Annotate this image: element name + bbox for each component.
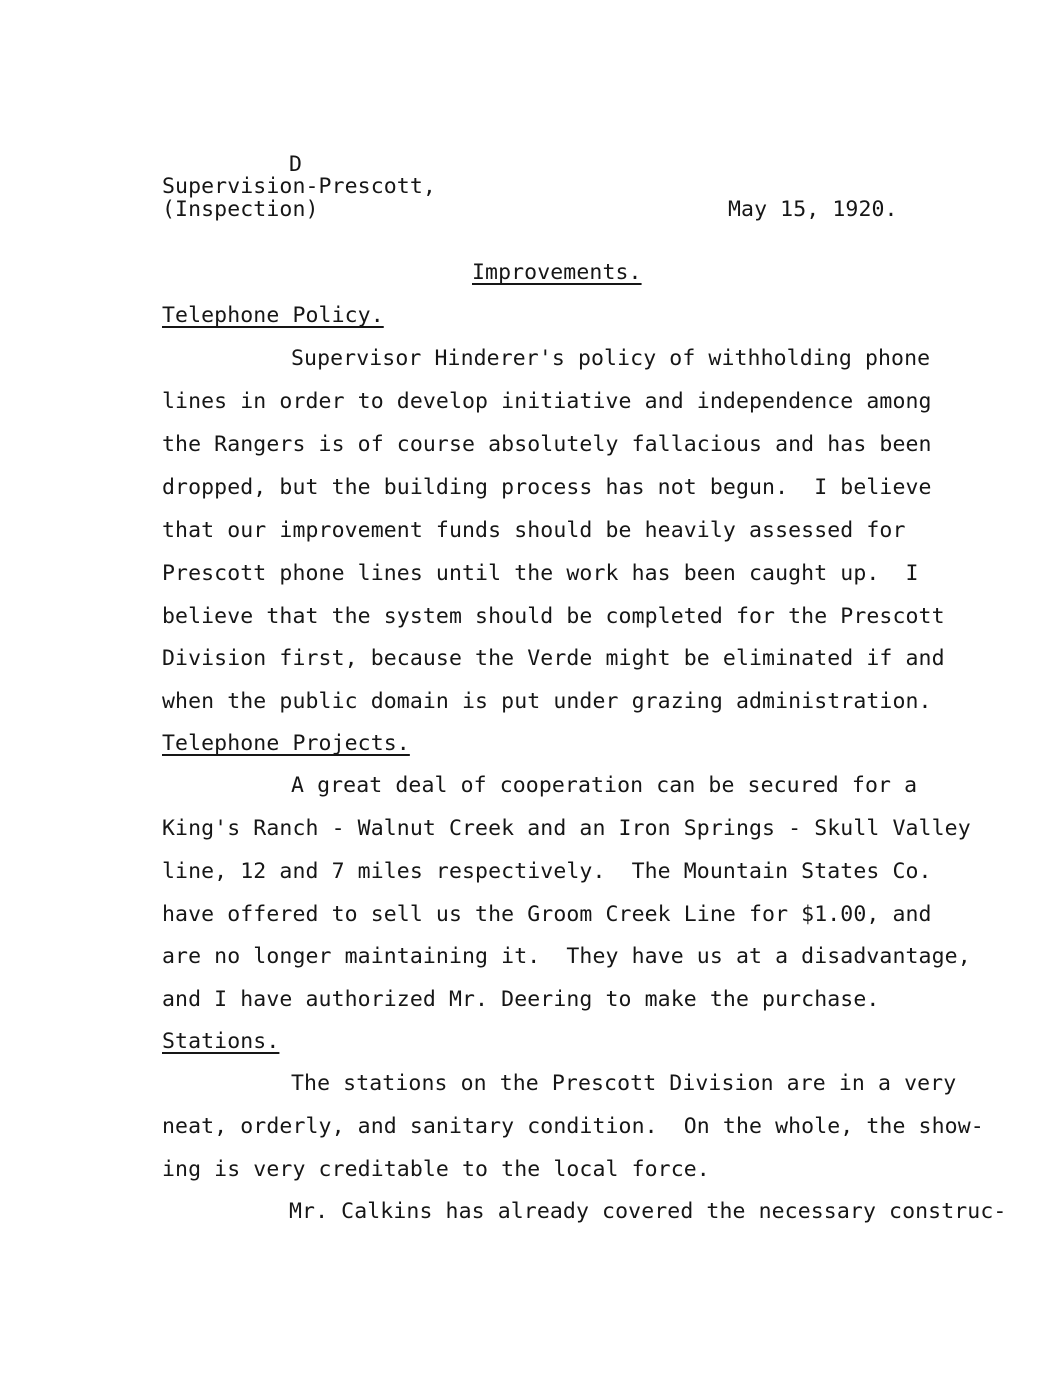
paragraph-line: have offered to sell us the Groom Creek Line for $1.00, and: [162, 902, 932, 927]
paragraph-line: that our improvement funds should be heavily assessed for: [162, 518, 906, 543]
paragraph-line: Mr. Calkins has already covered the necessary construc-: [289, 1199, 1007, 1224]
section-heading-telephone-policy: Telephone Policy.: [162, 303, 384, 328]
paragraph-line: line, 12 and 7 miles respectively. The Mountain States Co.: [162, 859, 932, 884]
paragraph-line: dropped, but the building process has not begun. I believe: [162, 475, 932, 500]
file-reference-line-1: Supervision-Prescott,: [162, 174, 436, 199]
file-letter: D: [289, 152, 303, 177]
paragraph-line: the Rangers is of course absolutely fallacious and has been: [162, 432, 932, 457]
paragraph-line: Prescott phone lines until the work has been caught up. I: [162, 561, 919, 586]
paragraph-line: A great deal of cooperation can be secured for a: [291, 773, 918, 798]
letter-date: May 15, 1920.: [728, 197, 898, 222]
document-title: Improvements.: [472, 260, 642, 285]
paragraph-line: The stations on the Prescott Division are in a very: [291, 1071, 957, 1096]
paragraph-line: King's Ranch - Walnut Creek and an Iron Springs - Skull Valley: [162, 816, 971, 841]
paragraph-line: Supervisor Hinderer's policy of withholding phone: [291, 346, 931, 371]
paragraph-line: neat, orderly, and sanitary condition. On the whole, the show-: [162, 1114, 984, 1139]
paragraph-line: believe that the system should be completed for the Prescott: [162, 604, 945, 629]
section-heading-telephone-projects: Telephone Projects.: [162, 731, 410, 756]
paragraph-line: Division first, because the Verde might be eliminated if and: [162, 646, 945, 671]
paragraph-line: are no longer maintaining it. They have us at a disadvantage,: [162, 944, 971, 969]
paragraph-line: and I have authorized Mr. Deering to make the purchase.: [162, 987, 880, 1012]
paragraph-line: when the public domain is put under grazing administration.: [162, 689, 932, 714]
paragraph-line: lines in order to develop initiative and independence among: [162, 389, 932, 414]
file-reference-line-2: (Inspection): [162, 197, 319, 222]
section-heading-stations: Stations.: [162, 1029, 280, 1054]
paragraph-line: ing is very creditable to the local force.: [162, 1157, 710, 1182]
